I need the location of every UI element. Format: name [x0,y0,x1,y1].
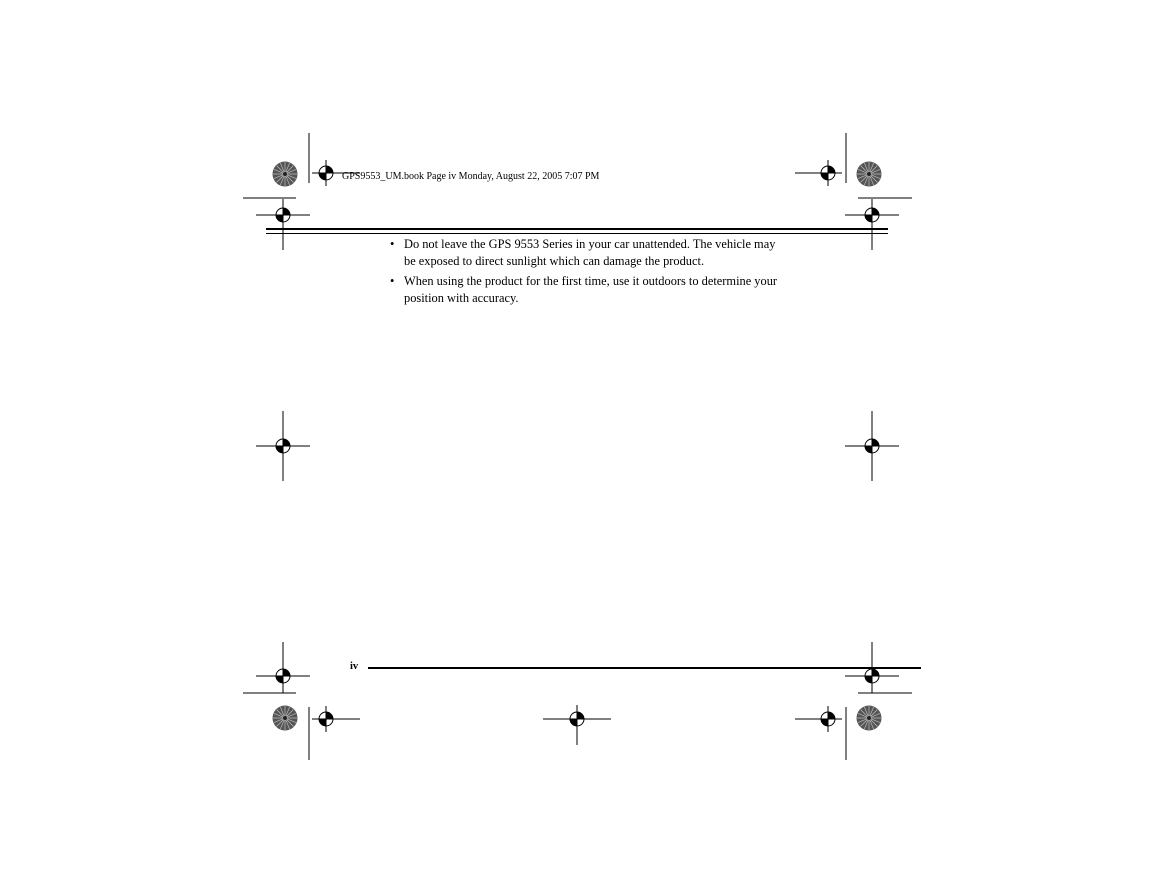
list-item-line: be exposed to direct sunlight which can damage the product. [404,254,705,268]
footer-rule [368,667,921,669]
starburst-target-icon [857,162,882,187]
bullet-marker: • [390,237,395,251]
list-item [390,236,810,270]
header-rule-thick [266,228,888,230]
page-number: iv [350,661,359,672]
starburst-target-icon [273,162,298,187]
bullet-list [390,236,810,310]
print-slug-line: GPS9553_UM.book Page iv Monday, August 22, 2005 7:07 PM [342,171,600,182]
bullet-marker: • [390,274,395,288]
list-item-line: When using the product for the first time, use it outdoors to determine your [404,274,778,288]
list-item [390,273,810,307]
starburst-target-icon [857,706,882,731]
list-item-line: position with accuracy. [404,291,519,305]
starburst-target-icon [273,706,298,731]
list-item-line: Do not leave the GPS 9553 Series in your car unattended. The vehicle may [404,237,776,251]
header-rule-thin [266,233,888,234]
